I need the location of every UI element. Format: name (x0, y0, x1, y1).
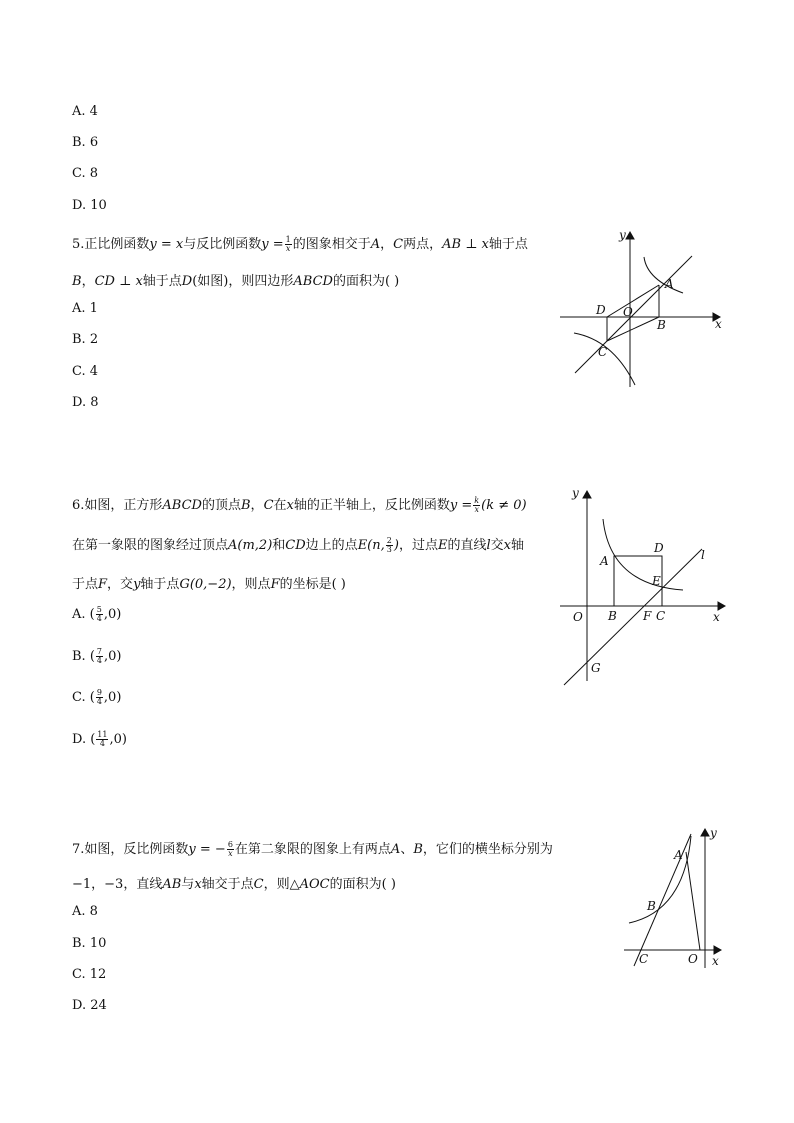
q5-figure (555, 225, 730, 390)
q7-text: 的面积为( ) (329, 877, 396, 892)
q6-math: A(m,2) (228, 538, 273, 553)
q5-math: C (393, 237, 404, 252)
q6-label-e: E (652, 574, 661, 588)
q5-option-d[interactable]: D. 8 (72, 395, 99, 410)
q6-label-g: G (591, 661, 601, 675)
q7-option-c[interactable]: C. 12 (72, 967, 107, 982)
prev-option-c[interactable]: C. 8 (72, 166, 99, 181)
q6-math: (k ≠ 0) (481, 498, 527, 513)
q5-math: y = x (149, 237, 184, 252)
q6-text: 6.如图，正方形 (72, 498, 163, 513)
q6-math: F (98, 577, 108, 592)
q6-label-l: l (701, 548, 705, 562)
q6-text: 在第一象限的图象经过顶点 (72, 538, 229, 553)
q5-label-x: x (715, 317, 722, 331)
q6-text: 的顶点 (201, 498, 241, 513)
q7-math: AB (162, 877, 182, 892)
q6-label-d: D (654, 541, 664, 555)
q7-fraction (227, 841, 234, 858)
q6-math: G(0,−2) (179, 577, 232, 592)
q6-label-y: y (572, 486, 579, 500)
q5-frac-num: 1 (285, 235, 291, 244)
q6-option-a-prefix: A. ( (72, 607, 95, 622)
q5-line-y-eq-x (575, 256, 692, 373)
q6-label-f: F (643, 609, 652, 623)
q6-text: ，则点 (231, 577, 271, 592)
q6-label-x: x (713, 610, 720, 624)
q6-x-arrow (718, 602, 725, 610)
q5-math: CD ⊥ x (94, 274, 143, 289)
q6-line-l (564, 549, 702, 685)
q5-math: AB ⊥ x (442, 237, 489, 252)
q6-option-c-prefix: C. ( (72, 690, 95, 705)
prev-option-a[interactable]: A. 4 (72, 104, 98, 119)
q7-text: 、 (400, 842, 414, 857)
q7-math: B (413, 842, 423, 857)
q6-text: 边上的点 (305, 538, 358, 553)
q6-frac-den: x (474, 505, 479, 514)
q7-label-y: y (710, 826, 717, 840)
q5-label-c: C (598, 345, 608, 359)
q5-label-o: O (623, 305, 633, 319)
q6-option-a-fraction (96, 606, 103, 623)
q6-math: l (486, 538, 491, 553)
q6-option-b-num: 7 (96, 647, 102, 656)
q7-text: 与 (181, 877, 195, 892)
q6-option-c-den: 4 (96, 697, 102, 706)
q6-option-a-num: 5 (96, 605, 102, 614)
q5-text: ， (380, 237, 394, 252)
q7-segment-ao (686, 852, 700, 950)
q7-text: ，直线 (123, 877, 163, 892)
q5-math: A (370, 237, 381, 252)
q6-math: x (286, 498, 294, 513)
q6-option-b[interactable] (72, 648, 121, 665)
q6-text: 于点 (72, 577, 99, 592)
q6-frac-den: 3 (386, 545, 392, 554)
q6-option-c[interactable] (72, 689, 121, 706)
q6-label-b: B (608, 609, 617, 623)
q5-text: 5.正比例函数 (72, 237, 150, 252)
q6-math: ABCD (162, 498, 202, 513)
q7-frac-den: x (228, 849, 233, 858)
q6-label-o: O (573, 610, 583, 624)
q7-text: 7.如图，反比例函数 (72, 842, 189, 857)
q5-y-arrow (626, 232, 634, 239)
q6-math: ) (393, 538, 399, 553)
q6-frac-num: k (474, 496, 480, 505)
q7-label-o: O (688, 952, 698, 966)
q7-text: 轴交于点 (201, 877, 254, 892)
q5-option-c[interactable]: C. 4 (72, 364, 99, 379)
q5-label-b: B (657, 318, 666, 332)
q7-math: −1，−3 (72, 877, 124, 892)
q5-text: 的图象相交于 (292, 237, 371, 252)
q6-option-c-fraction (96, 689, 103, 706)
q5-stem-line2 (72, 270, 399, 289)
q7-label-x: x (712, 954, 719, 968)
q5-segment-bc (607, 317, 659, 341)
q5-text: (如图)，则四边形 (192, 274, 294, 289)
q6-option-d-den: 4 (99, 739, 105, 748)
q6-option-c-num: 9 (96, 688, 102, 697)
q6-text: ，过点 (398, 538, 438, 553)
q5-label-d: D (596, 303, 606, 317)
q7-option-b[interactable]: B. 10 (72, 936, 107, 951)
q5-math: B (72, 274, 82, 289)
q7-label-c: C (639, 952, 649, 966)
q5-text: ， (81, 274, 95, 289)
q6-label-a: A (600, 554, 609, 568)
q6-math: C (263, 498, 274, 513)
q6-text: 和 (272, 538, 286, 553)
q5-text: 轴于点 (142, 274, 182, 289)
q6-option-d-prefix: D. ( (72, 732, 96, 747)
q6-option-b-prefix: B. ( (72, 649, 95, 664)
q6-stem-line3 (72, 573, 346, 592)
q7-text: ，它们的横坐标分别为 (422, 842, 553, 857)
q7-x-arrow (714, 946, 721, 954)
q6-option-d-fraction (96, 731, 108, 748)
q6-stem-line2 (72, 534, 524, 554)
q6-option-a[interactable] (72, 606, 121, 623)
q7-label-b: B (647, 899, 656, 913)
q7-figure (622, 826, 732, 971)
q6-math: E (437, 538, 448, 553)
q6-text: 交 (490, 538, 504, 553)
q6-option-d[interactable] (72, 731, 127, 748)
q5-label-y: y (619, 228, 626, 242)
q6-option-b-suffix: ,0) (103, 649, 122, 664)
q7-text: ，则 (263, 877, 290, 892)
q5-label-a: A (665, 277, 674, 291)
q5-math: D (181, 274, 193, 289)
q7-math: △AOC (289, 877, 330, 892)
q6-text: 在 (273, 498, 287, 513)
q6-math: y = (449, 498, 473, 513)
q6-label-c: C (656, 609, 666, 623)
q5-text: 两点， (403, 237, 443, 252)
q5-text: 的面积为( ) (332, 274, 400, 289)
q5-math: ABCD (293, 274, 333, 289)
q6-text: 轴的正半轴上，反比例函数 (293, 498, 450, 513)
q6-option-b-fraction (96, 648, 103, 665)
q6-math: CD (285, 538, 306, 553)
q7-y-arrow (701, 829, 709, 836)
q6-fraction (473, 497, 480, 514)
q6-option-d-num: 11 (97, 730, 108, 739)
q5-stem-line1 (72, 233, 528, 253)
q6-math: F (270, 577, 280, 592)
q6-text: ， (250, 498, 264, 513)
q6-text: 轴 (511, 538, 525, 553)
q7-text: 在第二象限的图象上有两点 (234, 842, 391, 857)
q5-math: y = (261, 237, 284, 252)
q7-math: C (253, 877, 264, 892)
q6-text: 的直线 (447, 538, 487, 553)
q6-text: ，交 (107, 577, 134, 592)
q7-math: x (194, 877, 202, 892)
prev-option-d[interactable]: D. 10 (72, 198, 107, 213)
prev-option-b[interactable]: B. 6 (72, 135, 99, 150)
q6-option-a-suffix: ,0) (103, 607, 122, 622)
q7-stem-line2 (72, 873, 396, 892)
q7-math: A (390, 842, 401, 857)
q5-frac-den: x (285, 244, 291, 253)
q6-math: B (240, 498, 251, 513)
q6-y-arrow (583, 491, 591, 498)
q6-option-b-den: 4 (96, 656, 102, 665)
q5-fraction (285, 236, 292, 253)
q6-text: 的坐标是( ) (279, 577, 346, 592)
q5-segment-ad (607, 285, 659, 317)
q5-option-a[interactable]: A. 1 (72, 301, 98, 316)
q6-figure (558, 485, 728, 690)
q6-math: E(n, (357, 538, 385, 553)
q6-option-d-suffix: ,0) (109, 732, 127, 747)
q6-stem-line1 (72, 494, 527, 514)
q6-option-a-den: 4 (96, 614, 102, 623)
q6-math: x (503, 538, 511, 553)
q6-text: 轴于点 (140, 577, 180, 592)
q6-option-c-suffix: ,0) (103, 690, 122, 705)
q7-stem-line1 (72, 838, 553, 858)
q7-frac-num: 6 (227, 840, 233, 849)
q5-text: 轴于点 (488, 237, 528, 252)
q7-option-d[interactable]: D. 24 (72, 998, 107, 1013)
q6-frac-num: 2 (386, 536, 392, 545)
q5-option-b[interactable]: B. 2 (72, 332, 99, 347)
q7-option-a[interactable]: A. 8 (72, 904, 98, 919)
q7-label-a: A (674, 848, 683, 862)
q5-hyperbola-q1 (644, 257, 683, 293)
q7-math: y = − (188, 842, 226, 857)
q6-fraction (386, 537, 393, 554)
q6-math: y (133, 577, 141, 592)
q5-hyperbola-q3 (574, 333, 635, 385)
q5-text: 与反比例函数 (183, 237, 262, 252)
